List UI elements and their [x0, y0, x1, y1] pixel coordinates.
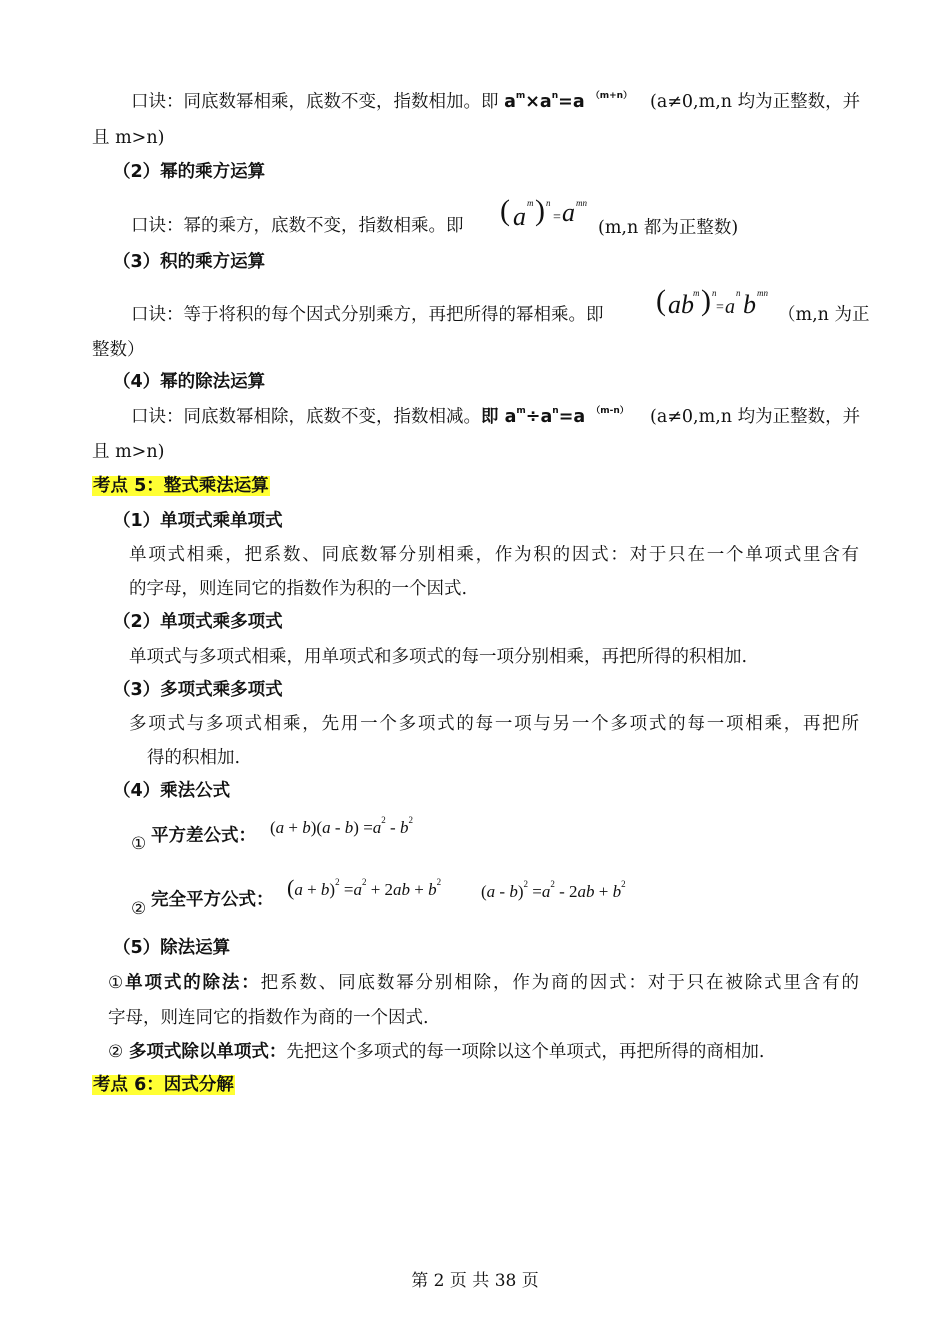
- perfect-square-diff-formula: $(a - b)^2 =a^2 - 2ab + b^2$: [481, 879, 626, 901]
- heading-power-of-product: （3）积的乘方运算: [113, 252, 266, 272]
- heading-mono-times-poly: （2）单项式乘多项式: [113, 612, 283, 632]
- rule-1-formula: $a^m\times a^n=a$ $^{(m+n)}$: [504, 91, 633, 112]
- rule-4-text: 口诀：同底数幂相除，底数不变，指数相减。: [131, 407, 481, 427]
- rule-4-line: [131, 405, 629, 429]
- difference-of-squares-formula: $(a + b)(a - b) =a^2 - b^2$: [270, 815, 413, 837]
- mono-division-line-2: 字母，则连同它的指数作为商的一个因式.: [108, 1008, 429, 1028]
- rule-2-condition: (m,n 都为正整数): [598, 218, 739, 238]
- perfect-square-sum-formula: $(a + b)^2 =a^2 + 2ab + b^2$: [287, 875, 442, 900]
- page-footer: 第 2 页 共 38 页: [411, 1271, 539, 1291]
- mono-times-poly-line-1: 单项式与多项式相乘，用单项式和多项式的每一项分别相乘，再把所得的积相加.: [129, 647, 748, 667]
- rule-3-condition: （m,n 为正: [778, 305, 870, 325]
- rule-3-line: [131, 303, 604, 327]
- circled-number-1: ①: [131, 834, 147, 854]
- mono-times-mono-line-2: 的字母，则连同它的指数作为积的一个因式.: [129, 579, 468, 599]
- heading-power-of-power: （2）幂的乘方运算: [113, 162, 266, 182]
- perfect-square-label: 完全平方公式：: [151, 890, 274, 910]
- mono-times-mono-line-1: 单项式相乘，把系数、同底数幂分别相乘，作为积的因式：对于只在一个单项式里含有: [129, 545, 859, 565]
- rule-1-condition-cont: 且 m>n): [92, 128, 165, 148]
- rule-4-formula: 即 $a^m\div a^n=a$ $^{(m-n)}$: [481, 406, 629, 427]
- heading-poly-times-poly: （3）多项式乘多项式: [113, 680, 283, 700]
- rule-4-condition-cont: 且 m>n): [92, 442, 165, 462]
- rule-4-condition: (a≠0,m,n 均为正整数，并: [650, 407, 861, 427]
- heading-division-of-powers: （4）幂的除法运算: [113, 372, 266, 392]
- heading-mono-times-mono: （1）单项式乘单项式: [113, 511, 283, 531]
- difference-of-squares-label: 平方差公式：: [151, 826, 256, 846]
- heading-division: （5）除法运算: [113, 938, 231, 958]
- rule-3-text: 口诀：等于将积的每个因式分别乘方，再把所得的幂相乘。即: [131, 305, 604, 325]
- rule-3-condition-cont: 整数）: [92, 340, 145, 360]
- section-heading-6: 考点 6：因式分解: [93, 1075, 234, 1095]
- rule-2-text: 口诀：幂的乘方，底数不变，指数相乘。即: [131, 216, 464, 236]
- section-heading-5: 考点 5：整式乘法运算: [93, 476, 269, 496]
- heading-multiplication-formulas: （4）乘法公式: [113, 781, 231, 801]
- rule-2-line: [131, 214, 464, 238]
- rule-1-line: [131, 90, 632, 114]
- poly-division-line: ② 多项式除以单项式：先把这个多项式的每一项除以这个单项式，再把所得的商相加.: [108, 1042, 765, 1062]
- circled-number-2: ②: [131, 899, 147, 919]
- rule-1-condition: (a≠0,m,n 均为正整数，并: [650, 92, 861, 112]
- mono-division-line-1: ①单项式的除法：把系数、同底数幂分别相除，作为商的因式：对于只在被除式里含有的: [108, 973, 860, 993]
- poly-times-poly-line-1: 多项式与多项式相乘，先用一个多项式的每一项与另一个多项式的每一项相乘，再把所: [129, 714, 859, 734]
- poly-times-poly-line-2: 得的积相加.: [147, 748, 241, 768]
- rule-1-text: 口诀：同底数幂相乘，底数不变，指数相加。即: [131, 92, 505, 112]
